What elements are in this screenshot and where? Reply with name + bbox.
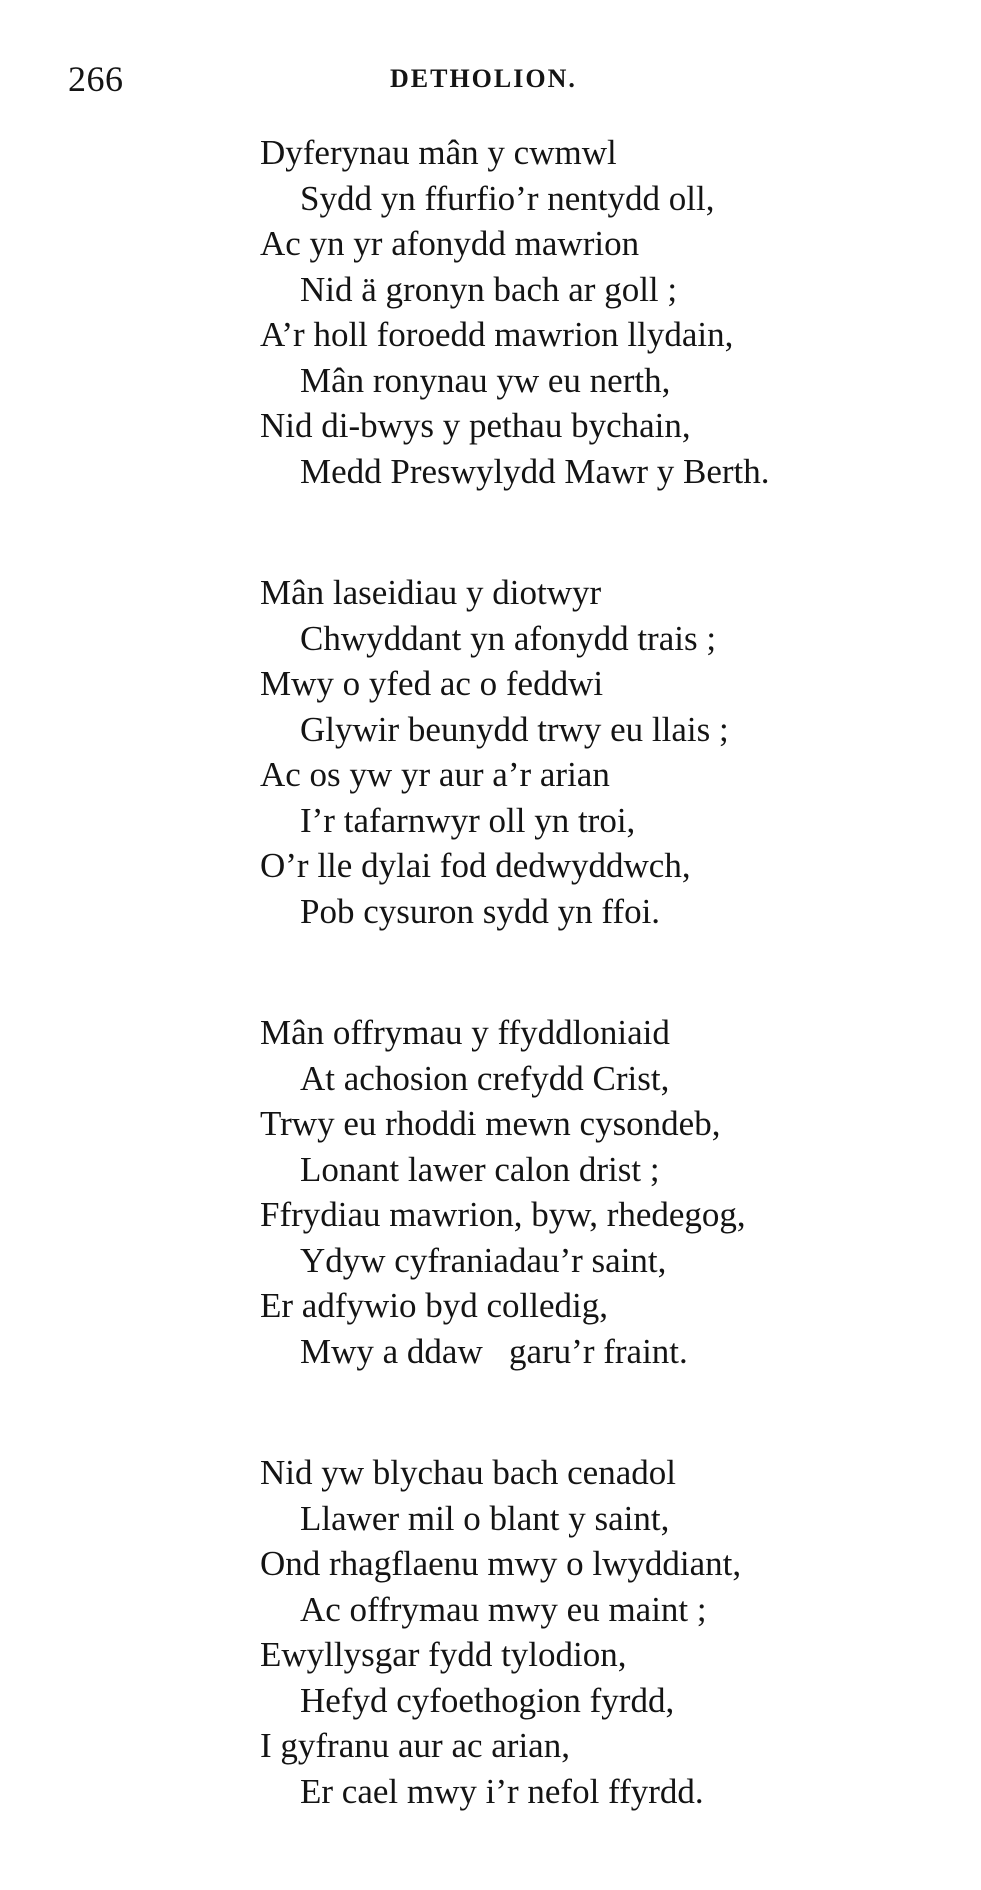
poem-line: Llawer mil o blant y saint,: [300, 1498, 670, 1538]
poem-line: Mwy o yfed ac o feddwi: [260, 664, 604, 703]
poem-line: Er adfywio byd colledig,: [260, 1286, 608, 1325]
poem-line: Pob cysuron sydd yn ffoi.: [300, 891, 661, 931]
poem-line: Sydd yn ffurfio’r nentydd oll,: [300, 178, 715, 218]
poem-line: Er cael mwy i’r nefol ffyrdd.: [300, 1771, 704, 1811]
poem-line: Chwyddant yn afonydd trais ;: [300, 618, 717, 658]
poem: [260, 130, 960, 1890]
poem-line: Ffrydiau mawrion, byw, rhedegog,: [260, 1195, 746, 1234]
poem-line: Nid yw blychau bach cenadol: [260, 1453, 676, 1492]
page-number: 266: [68, 59, 124, 99]
poem-line: Lonant lawer calon drist ;: [300, 1149, 660, 1189]
poem-line: Mân ronynau yw eu nerth,: [300, 360, 671, 400]
poem-line: Ond rhagflaenu mwy o lwyddiant,: [260, 1544, 742, 1583]
poem-line: Dyferynau mân y cwmwl: [260, 133, 617, 172]
poem-line: Ydyw cyfraniadau’r saint,: [300, 1240, 667, 1280]
poem-line: Trwy eu rhoddi mewn cysondeb,: [260, 1104, 721, 1143]
poem-line: Mân offrymau y ffyddloniaid: [260, 1013, 670, 1052]
stanza-4: [260, 1450, 960, 1814]
poem-line: Nid di-bwys y pethau bychain,: [260, 406, 691, 445]
poem-line: Nid ä gronyn bach ar goll ;: [300, 269, 678, 309]
stanza-3: [260, 1010, 960, 1374]
poem-line: Medd Preswylydd Mawr y Berth.: [300, 451, 770, 491]
poem-line: Ac os yw yr aur a’r arian: [260, 755, 610, 794]
poem-line: At achosion crefydd Crist,: [300, 1058, 670, 1098]
poem-line: Hefyd cyfoethogion fyrdd,: [300, 1680, 675, 1720]
poem-line: I’r tafarnwyr oll yn troi,: [300, 800, 636, 840]
poem-line: Mân laseidiau y diotwyr: [260, 573, 602, 612]
poem-line: Ewyllysgar fydd tylodion,: [260, 1635, 627, 1674]
poem-line: Ac yn yr afonydd mawrion: [260, 224, 640, 263]
poem-line: Mwy a ddaw garu’r fraint.: [300, 1331, 688, 1371]
poem-line: I gyfranu aur ac arian,: [260, 1726, 570, 1765]
stanza-2: [260, 570, 960, 934]
poem-line: O’r lle dylai fod dedwyddwch,: [260, 846, 691, 885]
poem-line: A’r holl foroedd mawrion llydain,: [260, 315, 734, 354]
stanza-1: [260, 130, 960, 494]
running-title: DETHOLION.: [390, 64, 577, 93]
poem-line: Ac offrymau mwy eu maint ;: [300, 1589, 707, 1629]
poem-line: Glywir beunydd trwy eu llais ;: [300, 709, 729, 749]
